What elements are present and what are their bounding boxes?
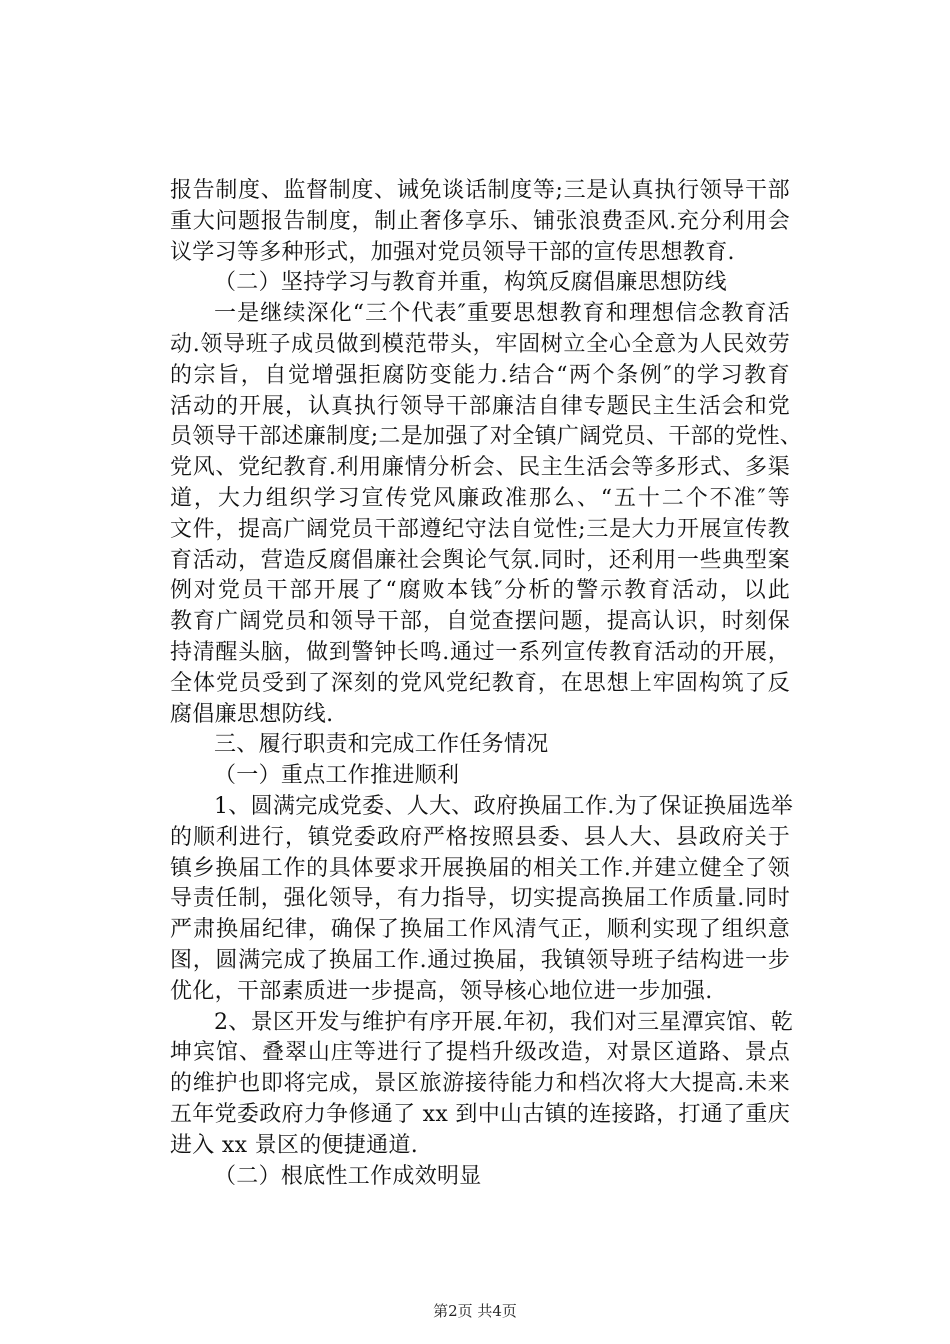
text-line: 报告制度、监督制度、诫免谈话制度等;三是认真执行领导干部 — [170, 178, 790, 203]
text-line: 镇乡换届工作的具体要求开展换届的相关工作.并建立健全了领 — [170, 855, 790, 881]
text-line: 严肃换届纪律，确保了换届工作风清气正，顺利实现了组织意 — [170, 917, 790, 943]
text-line: 员领导干部述廉制度;二是加强了对全镇广阔党员、干部的党性、 — [170, 424, 803, 450]
text-line: 育活动，营造反腐倡廉社会舆论气氛.同时，还利用一些典型案 — [170, 547, 790, 573]
text-line: 的顺利进行，镇党委政府严格按照县委、县人大、县政府关于 — [170, 824, 790, 850]
text-line: 道，大力组织学习宣传党风廉政准那么、“五十二个不准″等 — [170, 485, 790, 511]
text-line: 坤宾馆、叠翠山庄等进行了提档升级改造，对景区道路、景点 — [170, 1040, 790, 1066]
page-number-footer: 第2页 共4页 — [433, 1302, 517, 1320]
text-line: 教育广阔党员和领导干部，自觉查摆问题，提高认识，时刻保 — [170, 609, 790, 635]
text-line: 腐倡廉思想防线. — [170, 701, 334, 727]
text-line: 的宗旨，自觉增强拒腐防变能力.结合“两个条例″的学习教育 — [170, 362, 790, 388]
text-line: 重大问题报告制度，制止奢侈享乐、铺张浪费歪风.充分利用会 — [170, 208, 790, 234]
text-line: 议学习等多种形式，加强对党员领导干部的宣传思想教育. — [170, 239, 735, 265]
text-line: 进入 xx 景区的便捷通道. — [170, 1132, 418, 1158]
section-heading: （二）坚持学习与教育并重，构筑反腐倡廉思想防线 — [214, 270, 727, 296]
text-line: 例对党员干部开展了“腐败本钱″分析的警示教育活动，以此 — [170, 578, 790, 604]
text-line: 全体党员受到了深刻的党风党纪教育，在思想上牢固构筑了反 — [170, 670, 790, 696]
text-line: 党风、党纪教育.利用廉情分析会、民主生活会等多形式、多渠 — [170, 455, 790, 481]
text-line: 图，圆满完成了换届工作.通过换届，我镇领导班子结构进一步 — [170, 947, 790, 973]
text-line: 2、景区开发与维护有序开展.年初，我们对三星潭宾馆、乾 — [214, 1009, 794, 1035]
section-heading: 三、履行职责和完成工作任务情况 — [214, 732, 549, 758]
section-heading: （一）重点工作推进顺利 — [214, 763, 460, 789]
text-line: 文件，提高广阔党员干部遵纪守法自觉性;三是大力开展宣传教 — [170, 516, 790, 542]
text-line: 动.领导班子成员做到模范带头，牢固树立全心全意为人民效劳 — [170, 331, 790, 357]
document-body — [170, 176, 803, 1192]
text-line: 导责任制，强化领导，有力指导，切实提高换届工作质量.同时 — [170, 886, 790, 912]
text-line: 优化，干部素质进一步提高，领导核心地位进一步加强. — [170, 978, 713, 1004]
text-line: 1、圆满完成党委、人大、政府换届工作.为了保证换届选举 — [214, 793, 794, 819]
section-heading: （二）根底性工作成效明显 — [214, 1163, 482, 1189]
text-line: 活动的开展，认真执行领导干部廉洁自律专题民主生活会和党 — [170, 393, 790, 419]
text-line: 一是继续深化“三个代表″重要思想教育和理想信念教育活 — [214, 301, 790, 327]
text-line: 持清醒头脑，做到警钟长鸣.通过一系列宣传教育活动的开展， — [170, 639, 790, 665]
text-line: 的维护也即将完成，景区旅游接待能力和档次将大大提高.未来 — [170, 1071, 790, 1097]
text-line: 五年党委政府力争修通了 xx 到中山古镇的连接路，打通了重庆 — [170, 1101, 790, 1127]
